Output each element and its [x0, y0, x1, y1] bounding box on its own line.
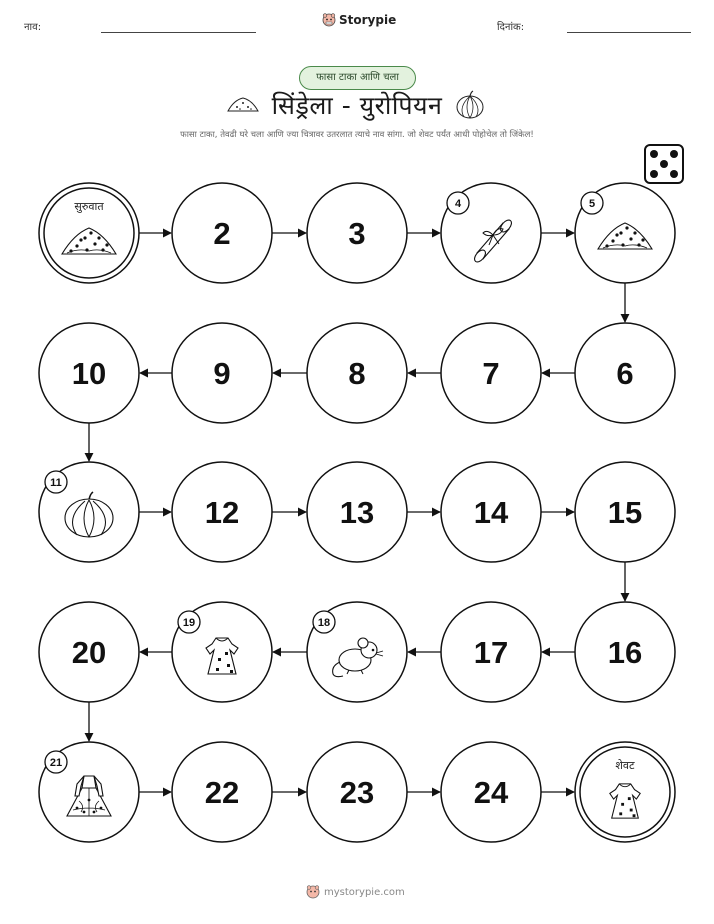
board-cell-10[interactable]: [39, 323, 139, 423]
board-cell-17[interactable]: [441, 602, 541, 702]
board-cell-13[interactable]: [307, 462, 407, 562]
cell-number: 3: [348, 216, 366, 251]
cell-number: 16: [607, 635, 643, 670]
cell-number: 11: [50, 477, 62, 489]
name-label: नाव:: [24, 22, 42, 33]
board-cell-11[interactable]: [39, 462, 139, 562]
cell-number: 7: [482, 356, 500, 391]
board-cell-15[interactable]: [575, 462, 675, 562]
board-cell-24[interactable]: [441, 742, 541, 842]
cell-number: 18: [317, 617, 331, 629]
board-cell-16[interactable]: [575, 602, 675, 702]
cell-number: 6: [616, 356, 634, 391]
board-cell-23[interactable]: [307, 742, 407, 842]
board-cell-3[interactable]: [307, 183, 407, 283]
board-cell-2[interactable]: [172, 183, 272, 283]
board-cell-8[interactable]: [307, 323, 407, 423]
cell-number: 4: [454, 198, 462, 210]
cell-number: 23: [339, 775, 375, 810]
cell-number: 8: [348, 356, 366, 391]
brand-name: Storypie: [339, 13, 397, 27]
mascot-icon: [306, 885, 320, 899]
board-cell-14[interactable]: [441, 462, 541, 562]
footer-url[interactable]: mystorypie.com: [324, 886, 405, 898]
board-cell-6[interactable]: [575, 323, 675, 423]
cell-number: 5: [588, 198, 596, 210]
end-label: शेवट: [615, 759, 635, 772]
board-cell-20[interactable]: [39, 602, 139, 702]
board-cell-25[interactable]: [575, 742, 675, 842]
date-label: दिनांक:: [497, 22, 525, 33]
board-cell-4[interactable]: [441, 183, 541, 283]
cell-number: 20: [71, 635, 107, 670]
board-cell-18[interactable]: [307, 602, 407, 702]
cell-number: 13: [339, 495, 375, 530]
game-type-pill: फासा टाका आणि चला: [299, 66, 416, 90]
cell-number: 14: [473, 495, 509, 530]
cell-number: 10: [71, 356, 107, 391]
cell-number: 21: [49, 757, 63, 769]
board-cell-19[interactable]: [172, 602, 272, 702]
board-cell-7[interactable]: [441, 323, 541, 423]
cell-number: 24: [473, 775, 509, 810]
cell-number: 2: [213, 216, 231, 251]
cell-number: 17: [473, 635, 509, 670]
board-cell-21[interactable]: [39, 742, 139, 842]
cell-number: 12: [204, 495, 240, 530]
board-cell-12[interactable]: [172, 462, 272, 562]
cell-number: 9: [213, 356, 231, 391]
board-cell-1[interactable]: [39, 183, 139, 283]
cell-number: 15: [607, 495, 643, 530]
board-cell-5[interactable]: [575, 183, 675, 283]
page-title: सिंड्रेला - युरोपियन: [271, 91, 443, 120]
board-cell-22[interactable]: [172, 742, 272, 842]
start-label: सुरुवात: [74, 200, 104, 213]
footer: [306, 885, 405, 899]
board-cell-9[interactable]: [172, 323, 272, 423]
instructions: फासा टाका, तेवढी घरे चला आणि ज्या चित्रावर उतरलात त्याचे नाव सांगा. जो शेवट पर्यंत आधी पोहोचेल तो जिंकेल!: [180, 130, 534, 140]
cell-number: 19: [182, 617, 196, 629]
cell-number: 22: [204, 775, 240, 810]
